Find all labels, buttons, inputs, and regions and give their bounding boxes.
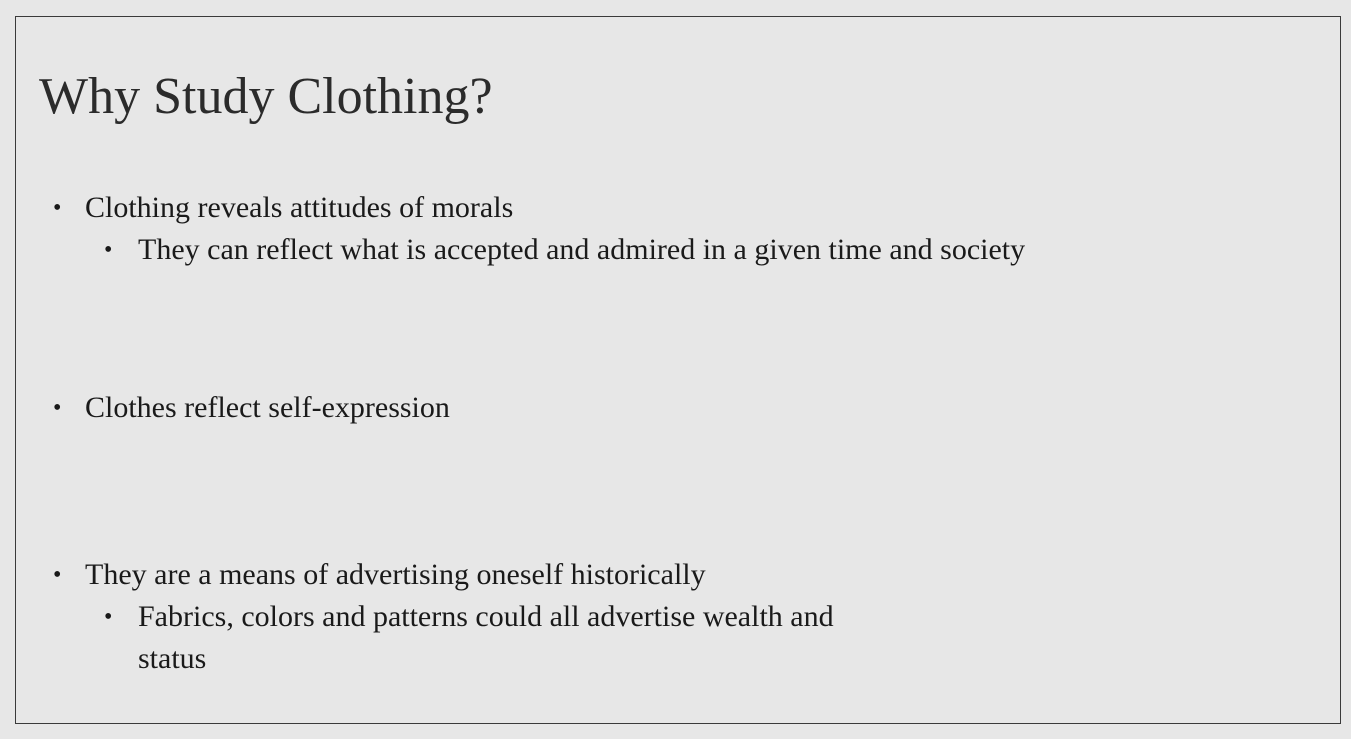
sub-bullet-text: They can reflect what is accepted and admired in a given time and society: [138, 233, 1026, 266]
bullet-dot-icon: •: [53, 562, 62, 588]
sub-bullet-item: [104, 229, 1025, 271]
bullet-item: [53, 387, 450, 429]
bullet-dot-icon: •: [104, 604, 113, 630]
bullet-item: [53, 554, 706, 596]
bullet-dot-icon: •: [53, 395, 62, 421]
sub-bullet-text: Fabrics, colors and patterns could all advertise wealth and status: [138, 600, 834, 675]
bullet-text: Clothes reflect self-expression: [85, 391, 450, 424]
slide: [15, 16, 1341, 724]
bullet-text: They are a means of advertising oneself historically: [85, 558, 706, 591]
sub-bullet-item: [104, 596, 904, 680]
bullet-dot-icon: •: [104, 237, 113, 263]
bullet-text: Clothing reveals attitudes of morals: [85, 191, 514, 224]
bullet-item: [53, 187, 513, 229]
bullet-dot-icon: •: [53, 195, 62, 221]
slide-title: Why Study Clothing?: [39, 68, 493, 125]
